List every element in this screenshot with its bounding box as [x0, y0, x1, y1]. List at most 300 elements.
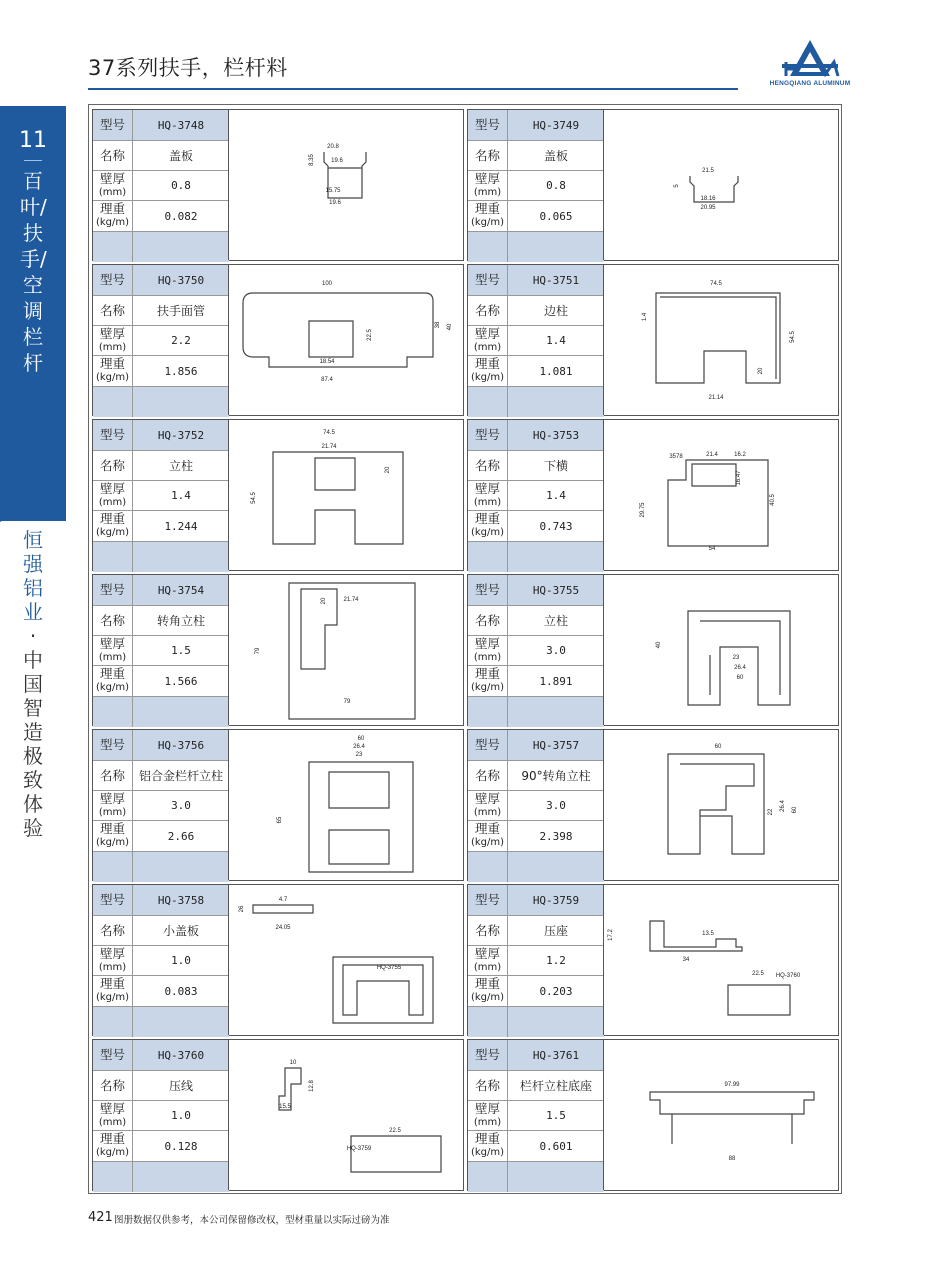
label-main: 壁厚 [474, 790, 500, 806]
name-row [468, 916, 604, 946]
profile-drawing [604, 730, 840, 882]
blank-label [93, 697, 133, 727]
label-main: 壁厚 [99, 790, 125, 806]
wall-value: 3.0 [546, 644, 566, 657]
dimension-label: 21.74 [343, 597, 359, 603]
spec-table [468, 420, 604, 570]
wall-value: 0.8 [171, 179, 191, 192]
weight-row [468, 356, 604, 387]
weight-label [468, 511, 508, 541]
blank-label [93, 1007, 133, 1037]
dimension-label: 12.8 [309, 1080, 315, 1092]
dimension-label: 13.5 [702, 931, 714, 937]
product-card [467, 884, 839, 1036]
dimension-label: 18.54 [319, 359, 335, 365]
model-value: HQ-3748 [157, 118, 205, 132]
name-value: 90°转角立柱 [521, 769, 591, 783]
wall-label [93, 946, 133, 975]
wall-row [468, 946, 604, 976]
wall-value: 3.0 [546, 799, 566, 812]
dimension-label: 97.99 [724, 1082, 740, 1088]
label-unit: (mm) [473, 186, 502, 198]
spec-table [93, 885, 229, 1035]
weight-value: 0.203 [539, 984, 573, 998]
slogan [20, 528, 46, 840]
label-main: 壁厚 [474, 945, 500, 961]
weight-label [93, 511, 133, 541]
blank-row [468, 852, 604, 882]
dimension-label: 26.4 [353, 744, 365, 750]
product-card [92, 419, 464, 571]
chapter-tab-cut [0, 486, 66, 522]
name-row [93, 606, 229, 636]
blank-row [93, 387, 229, 417]
dimension-label: 60 [357, 736, 365, 742]
name-value: 盖板 [168, 149, 193, 163]
blank-value [508, 1162, 604, 1192]
label-unit: (mm) [98, 341, 127, 353]
name-value: 盖板 [543, 149, 568, 163]
blank-label [468, 1162, 508, 1192]
weight-label [93, 821, 133, 851]
spec-table [468, 110, 604, 260]
label-main: 理重 [474, 356, 500, 371]
blank-value [133, 387, 229, 417]
product-card [467, 109, 839, 261]
dimension-label: 21.5 [702, 168, 714, 174]
name-value: 小盖板 [162, 924, 199, 938]
model-label: 型号 [93, 575, 133, 605]
blank-value [133, 697, 229, 727]
name-value: 立柱 [168, 459, 193, 473]
profile-outline [650, 921, 742, 951]
label-unit: (kg/m) [95, 837, 130, 848]
dimension-label: 79 [255, 647, 261, 655]
label-unit: (mm) [98, 651, 127, 663]
dimension-label: 24.05 [275, 925, 291, 931]
dimension-label: HQ-3759 [346, 1146, 372, 1152]
label-main: 壁厚 [99, 325, 125, 341]
dimension-label: 1.4 [642, 312, 648, 322]
name-row [93, 916, 229, 946]
spec-table [93, 110, 229, 260]
chapter-number: 11 [19, 128, 47, 153]
dimension-label: 23 [355, 752, 363, 758]
model-label: 型号 [93, 1040, 133, 1070]
dimension-label: 16.47 [736, 470, 742, 486]
label-unit: (kg/m) [95, 217, 130, 228]
model-row [93, 1040, 229, 1071]
name-value: 转角立柱 [156, 614, 205, 628]
wall-value: 1.0 [171, 1109, 191, 1122]
spec-table [93, 575, 229, 725]
dimension-label: 22 [768, 808, 774, 816]
label-main: 壁厚 [99, 945, 125, 961]
name-value: 扶手面管 [156, 304, 205, 318]
profile-drawing [604, 265, 840, 417]
weight-row [468, 821, 604, 852]
profile-drawing [604, 885, 840, 1037]
model-label: 型号 [93, 265, 133, 295]
model-row [468, 730, 604, 761]
name-label: 名称 [468, 761, 508, 790]
weight-label [468, 356, 508, 386]
blank-label [468, 232, 508, 262]
label-unit: (mm) [473, 1116, 502, 1128]
model-row [468, 575, 604, 606]
product-card [92, 109, 464, 261]
blank-label [468, 852, 508, 882]
footer-note: 图册数据仅供参考，本公司保留修改权，型材重量以实际过磅为准 [114, 1215, 390, 1226]
model-value: HQ-3751 [532, 273, 580, 287]
model-value: HQ-3760 [157, 1048, 205, 1062]
wall-label [93, 791, 133, 820]
weight-value: 0.128 [164, 1139, 198, 1153]
blank-row [93, 232, 229, 262]
dimension-label: 100 [321, 281, 333, 287]
wall-row [468, 171, 604, 201]
label-main: 理重 [474, 201, 500, 216]
model-row [468, 885, 604, 916]
label-main: 理重 [474, 976, 500, 991]
name-value: 边柱 [543, 304, 568, 318]
dimension-label: 34 [682, 957, 690, 963]
blank-row [468, 1007, 604, 1037]
model-row [93, 730, 229, 761]
dimension-label: 87.4 [321, 377, 333, 383]
wall-label [468, 791, 508, 820]
dimension-label: 19.6 [329, 200, 341, 206]
model-row [468, 265, 604, 296]
dimension-label: 54.5 [251, 492, 257, 504]
wall-row [93, 946, 229, 976]
label-unit: (kg/m) [470, 372, 505, 383]
dimension-label: 23 [732, 655, 740, 661]
slogan-brand: 恒强铝业 [23, 528, 43, 624]
label-main: 壁厚 [99, 480, 125, 496]
model-row [93, 885, 229, 916]
model-value: HQ-3759 [532, 893, 580, 907]
dimension-label: 18.16 [700, 196, 716, 202]
blank-value [133, 542, 229, 572]
model-value: HQ-3757 [532, 738, 580, 752]
dimension-label: 60 [714, 744, 722, 750]
weight-value: 0.083 [164, 984, 198, 998]
label-unit: (kg/m) [470, 217, 505, 228]
wall-label [468, 481, 508, 510]
spec-table [468, 885, 604, 1035]
weight-label [468, 821, 508, 851]
dimension-label: 16.2 [734, 452, 746, 458]
spec-table [93, 1040, 229, 1190]
spec-table [468, 730, 604, 880]
label-main: 壁厚 [474, 1100, 500, 1116]
weight-row [93, 666, 229, 697]
model-value: HQ-3754 [157, 583, 205, 597]
blank-row [93, 852, 229, 882]
model-label: 型号 [468, 265, 508, 295]
model-row [93, 110, 229, 141]
label-unit: (kg/m) [95, 527, 130, 538]
name-row [93, 141, 229, 171]
weight-value: 1.891 [539, 674, 573, 688]
name-label: 名称 [468, 296, 508, 325]
name-row [468, 761, 604, 791]
spec-table [468, 1040, 604, 1190]
model-value: HQ-3756 [157, 738, 205, 752]
model-value: HQ-3758 [157, 893, 205, 907]
label-main: 理重 [99, 1131, 125, 1146]
model-row [93, 265, 229, 296]
dimension-label: 21.4 [706, 452, 718, 458]
wall-value: 3.0 [171, 799, 191, 812]
product-card [467, 574, 839, 726]
blank-label [468, 1007, 508, 1037]
blank-value [133, 1162, 229, 1192]
name-label: 名称 [468, 1071, 508, 1100]
weight-label [468, 1131, 508, 1161]
dimension-label: 29.75 [640, 502, 646, 518]
weight-row [93, 356, 229, 387]
weight-label [468, 976, 508, 1006]
profile-outline [728, 985, 790, 1015]
weight-row [468, 976, 604, 1007]
blank-label [93, 1162, 133, 1192]
label-unit: (kg/m) [470, 527, 505, 538]
dimension-label: 3578 [669, 454, 683, 460]
label-unit: (mm) [98, 186, 127, 198]
label-main: 壁厚 [99, 635, 125, 651]
name-row [93, 1071, 229, 1101]
blank-value [508, 852, 604, 882]
dimension-label: 60 [792, 806, 798, 814]
weight-label [93, 201, 133, 231]
profile-drawing [604, 1040, 840, 1192]
product-card [467, 264, 839, 416]
dimension-label: 40.5 [770, 494, 776, 506]
product-card [92, 574, 464, 726]
model-label: 型号 [468, 730, 508, 760]
label-unit: (kg/m) [470, 1147, 505, 1158]
wall-value: 1.4 [171, 489, 191, 502]
model-label: 型号 [468, 420, 508, 450]
model-row [468, 420, 604, 451]
name-value: 下横 [543, 459, 568, 473]
wall-value: 1.2 [546, 954, 566, 967]
name-value: 立柱 [543, 614, 568, 628]
dimension-label: 22.5 [367, 329, 373, 341]
wall-value: 1.5 [546, 1109, 566, 1122]
wall-row [468, 791, 604, 821]
profile-outline [253, 905, 313, 913]
profile-outline [650, 1092, 814, 1144]
blank-value [133, 1007, 229, 1037]
dimension-label: 21.14 [708, 395, 724, 401]
spec-table [468, 575, 604, 725]
blank-label [468, 542, 508, 572]
chapter-divider [24, 160, 42, 161]
product-card [467, 729, 839, 881]
dimension-label: 20 [321, 597, 327, 605]
name-row [468, 141, 604, 171]
dimension-label: 20.95 [700, 205, 716, 211]
blank-value [508, 697, 604, 727]
wall-row [93, 171, 229, 201]
weight-row [468, 666, 604, 697]
wall-value: 2.2 [171, 334, 191, 347]
weight-row [93, 821, 229, 852]
name-label: 名称 [93, 1071, 133, 1100]
product-card [92, 884, 464, 1036]
profile-outline [668, 460, 768, 546]
label-unit: (kg/m) [95, 1147, 130, 1158]
weight-value: 2.66 [167, 829, 195, 843]
model-value: HQ-3753 [532, 428, 580, 442]
blank-value [508, 387, 604, 417]
blank-row [93, 542, 229, 572]
label-unit: (mm) [98, 961, 127, 973]
wall-value: 1.0 [171, 954, 191, 967]
model-label: 型号 [93, 885, 133, 915]
dimension-label: HQ-3760 [775, 973, 801, 979]
name-value: 压线 [168, 1079, 193, 1093]
label-main: 壁厚 [99, 1100, 125, 1116]
weight-row [468, 1131, 604, 1162]
spec-table [93, 420, 229, 570]
profile-outline [309, 762, 413, 872]
label-main: 理重 [99, 666, 125, 681]
dimension-label: 4.7 [278, 897, 288, 903]
profile-drawing [229, 110, 465, 262]
weight-value: 0.082 [164, 209, 198, 223]
profile-drawing [229, 265, 465, 417]
label-main: 理重 [474, 666, 500, 681]
weight-label [93, 666, 133, 696]
blank-value [508, 542, 604, 572]
label-main: 理重 [99, 511, 125, 526]
name-value: 压座 [543, 924, 568, 938]
label-unit: (mm) [98, 1116, 127, 1128]
blank-row [468, 387, 604, 417]
chapter-name: 百叶/扶手/空调栏杆 [20, 169, 47, 375]
wall-label [468, 171, 508, 200]
label-unit: (mm) [473, 806, 502, 818]
label-unit: (mm) [98, 496, 127, 508]
spec-table [93, 730, 229, 880]
wall-label [93, 481, 133, 510]
label-unit: (kg/m) [470, 682, 505, 693]
label-main: 壁厚 [99, 170, 125, 186]
weight-value: 0.065 [539, 209, 573, 223]
dimension-label: 26 [239, 905, 245, 913]
blank-label [93, 542, 133, 572]
name-label: 名称 [93, 451, 133, 480]
name-row [93, 296, 229, 326]
label-main: 理重 [99, 356, 125, 371]
weight-row [93, 201, 229, 232]
model-label: 型号 [93, 110, 133, 140]
blank-label [468, 697, 508, 727]
wall-label [93, 326, 133, 355]
name-row [93, 451, 229, 481]
dimension-label: 74.5 [710, 281, 722, 287]
product-card [467, 419, 839, 571]
wall-row [468, 481, 604, 511]
dimension-label: 20 [758, 367, 764, 375]
wall-row [93, 636, 229, 666]
weight-row [93, 976, 229, 1007]
name-row [468, 451, 604, 481]
profile-outline [243, 293, 433, 367]
label-main: 理重 [99, 201, 125, 216]
dimension-label: 40 [656, 641, 662, 649]
dimension-label: 38 [435, 321, 441, 329]
wall-value: 1.4 [546, 489, 566, 502]
label-unit: (mm) [473, 341, 502, 353]
weight-value: 1.856 [164, 364, 198, 378]
name-label: 名称 [468, 141, 508, 170]
profile-drawing [229, 730, 465, 882]
dimension-label: 21.74 [321, 444, 337, 450]
wall-label [93, 1101, 133, 1130]
name-label: 名称 [93, 141, 133, 170]
wall-row [468, 1101, 604, 1131]
dimension-label: 10 [289, 1060, 297, 1066]
product-card [467, 1039, 839, 1191]
label-main: 理重 [99, 821, 125, 836]
weight-label [468, 666, 508, 696]
dimension-label: 8.35 [309, 154, 315, 166]
wall-value: 0.8 [546, 179, 566, 192]
model-value: HQ-3761 [532, 1048, 580, 1062]
logo-text: HENGQIANG ALUMINUM [769, 80, 851, 87]
weight-label [93, 976, 133, 1006]
blank-row [93, 697, 229, 727]
product-card [92, 729, 464, 881]
model-label: 型号 [468, 1040, 508, 1070]
weight-value: 1.244 [164, 519, 198, 533]
product-card [92, 264, 464, 416]
label-main: 理重 [474, 1131, 500, 1146]
label-main: 理重 [474, 821, 500, 836]
name-label: 名称 [93, 296, 133, 325]
name-label: 名称 [468, 916, 508, 945]
slogan-text: 中国智造 极致体验 [23, 648, 43, 840]
blank-row [468, 1162, 604, 1192]
blank-label [93, 852, 133, 882]
dimension-label: 5 [674, 184, 680, 188]
page-title: 37系列扶手，栏杆料 [88, 56, 288, 80]
dimension-label: 20.8 [327, 144, 339, 150]
dimension-label: 20 [385, 466, 391, 474]
wall-value: 1.4 [546, 334, 566, 347]
weight-row [468, 511, 604, 542]
label-unit: (mm) [98, 806, 127, 818]
dimension-label: 15.75 [325, 188, 341, 194]
weight-value: 2.398 [539, 829, 573, 843]
blank-value [508, 232, 604, 262]
dimension-label: 54.5 [790, 331, 796, 343]
profile-outline [273, 452, 403, 544]
model-label: 型号 [468, 575, 508, 605]
weight-row [93, 511, 229, 542]
dimension-label: 22.5 [389, 1128, 401, 1134]
weight-row [468, 201, 604, 232]
blank-label [93, 387, 133, 417]
label-unit: (mm) [473, 496, 502, 508]
label-unit: (kg/m) [95, 992, 130, 1003]
model-row [93, 575, 229, 606]
